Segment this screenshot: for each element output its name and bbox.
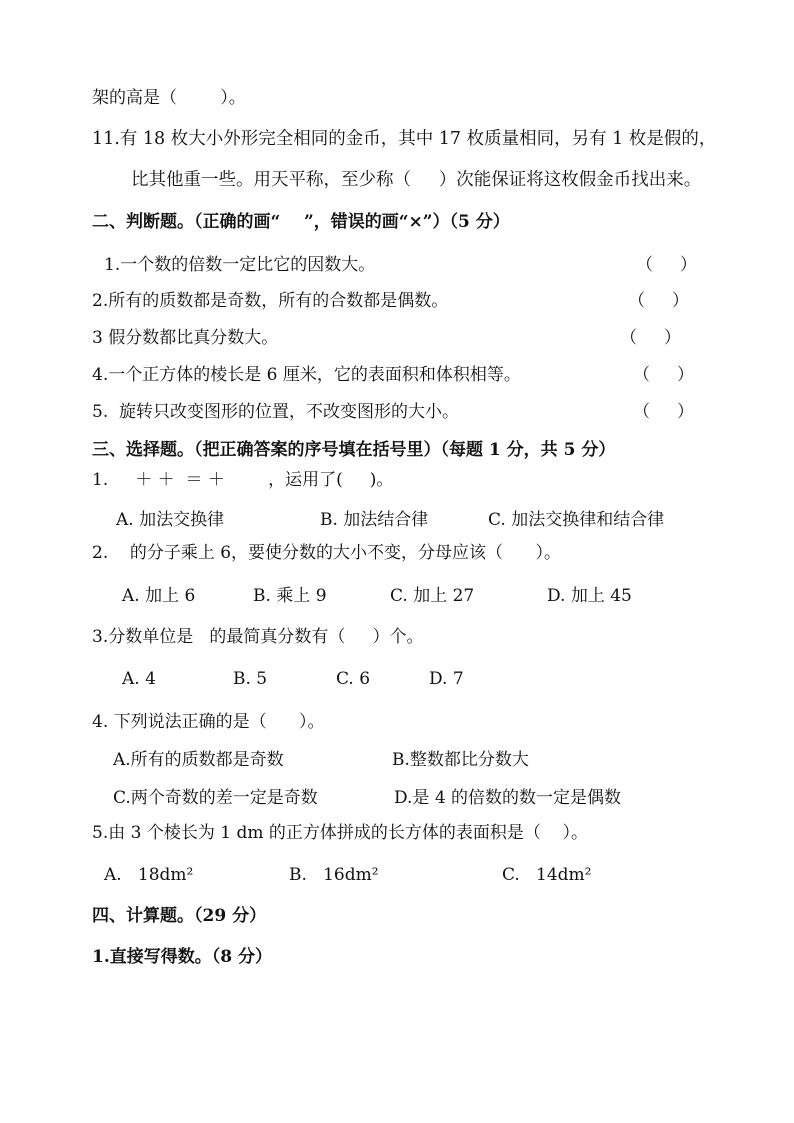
choice-q2-option-d: D. 加上 45 xyxy=(547,586,632,606)
choice-q1-option-a: A. 加法交换律 xyxy=(116,510,225,530)
choice-q4-option-d: D.是 4 的倍数的数一定是偶数 xyxy=(394,788,622,808)
judge-paren-5: （ ） xyxy=(633,402,695,422)
choice-q1: 1. ＋ ＋ ＝ ＋ ，运用了( )。 xyxy=(92,470,394,490)
choice-q2: 2. 的分子乘上 6，要使分数的大小不变，分母应该（ ）。 xyxy=(92,543,561,563)
choice-q3-option-b: B. 5 xyxy=(233,669,268,689)
judge-paren-2: （ ） xyxy=(628,291,690,311)
choice-q5-option-a: A. 18dm² xyxy=(104,865,194,885)
choice-q1-option-b: B. 加法结合律 xyxy=(320,510,429,530)
judge-paren-1: （ ） xyxy=(636,255,698,275)
top-line: 架的高是（ ）。 xyxy=(92,88,246,108)
choice-q3-option-d: D. 7 xyxy=(429,669,464,689)
section-2-heading: 二、判断题。（正确的画“ ”，错误的画“×”）（5 分） xyxy=(92,212,510,232)
choice-q3-option-c: C. 6 xyxy=(336,669,371,689)
section-3-heading: 三、选择题。（把正确答案的序号填在括号里）（每题 1 分，共 5 分） xyxy=(92,440,616,460)
judge-item-2: 2.所有的质数都是奇数，所有的合数都是偶数。 xyxy=(92,291,449,311)
choice-q3: 3.分数单位是 的最简真分数有（ ）个。 xyxy=(92,627,424,647)
judge-item-3: 3 假分数都比真分数大。 xyxy=(92,328,279,348)
choice-q4-option-b: B.整数都比分数大 xyxy=(392,750,529,770)
choice-q2-option-a: A. 加上 6 xyxy=(122,586,196,606)
judge-paren-4: （ ） xyxy=(633,365,695,385)
choice-q2-option-c: C. 加上 27 xyxy=(390,586,475,606)
choice-q5-option-c: C. 14dm² xyxy=(502,865,592,885)
choice-q3-option-a: A. 4 xyxy=(122,669,156,689)
choice-q4: 4. 下列说法正确的是（ ）。 xyxy=(92,712,325,732)
section-4-subheading: 1.直接写得数。（8 分） xyxy=(92,947,272,967)
choice-q5-option-b: B. 16dm² xyxy=(289,865,379,885)
question-11-line1: 11.有 18 枚大小外形完全相同的金币，其中 17 枚质量相同，另有 1 枚是假的， xyxy=(92,129,717,149)
choice-q5: 5.由 3 个棱长为 1 dm 的正方体拼成的长方体的表面积是（ ）。 xyxy=(92,823,588,843)
judge-item-4: 4.一个正方体的棱长是 6 厘米，它的表面积和体积相等。 xyxy=(92,365,521,385)
judge-item-1: 1.一个数的倍数一定比它的因数大。 xyxy=(104,255,376,275)
judge-paren-3: （ ） xyxy=(620,328,682,348)
choice-q2-option-b: B. 乘上 9 xyxy=(253,586,327,606)
choice-q4-option-a: A.所有的质数都是奇数 xyxy=(113,750,284,770)
choice-q1-option-c: C. 加法交换律和结合律 xyxy=(488,510,665,530)
judge-item-5: 5. 旋转只改变图形的位置，不改变图形的大小。 xyxy=(92,402,460,422)
section-4-heading: 四、计算题。（29 分） xyxy=(92,906,267,926)
question-11-line2: 比其他重一些。用天平称，至少称（ ）次能保证将这枚假金币找出来。 xyxy=(131,170,702,190)
choice-q4-option-c: C.两个奇数的差一定是奇数 xyxy=(113,788,318,808)
